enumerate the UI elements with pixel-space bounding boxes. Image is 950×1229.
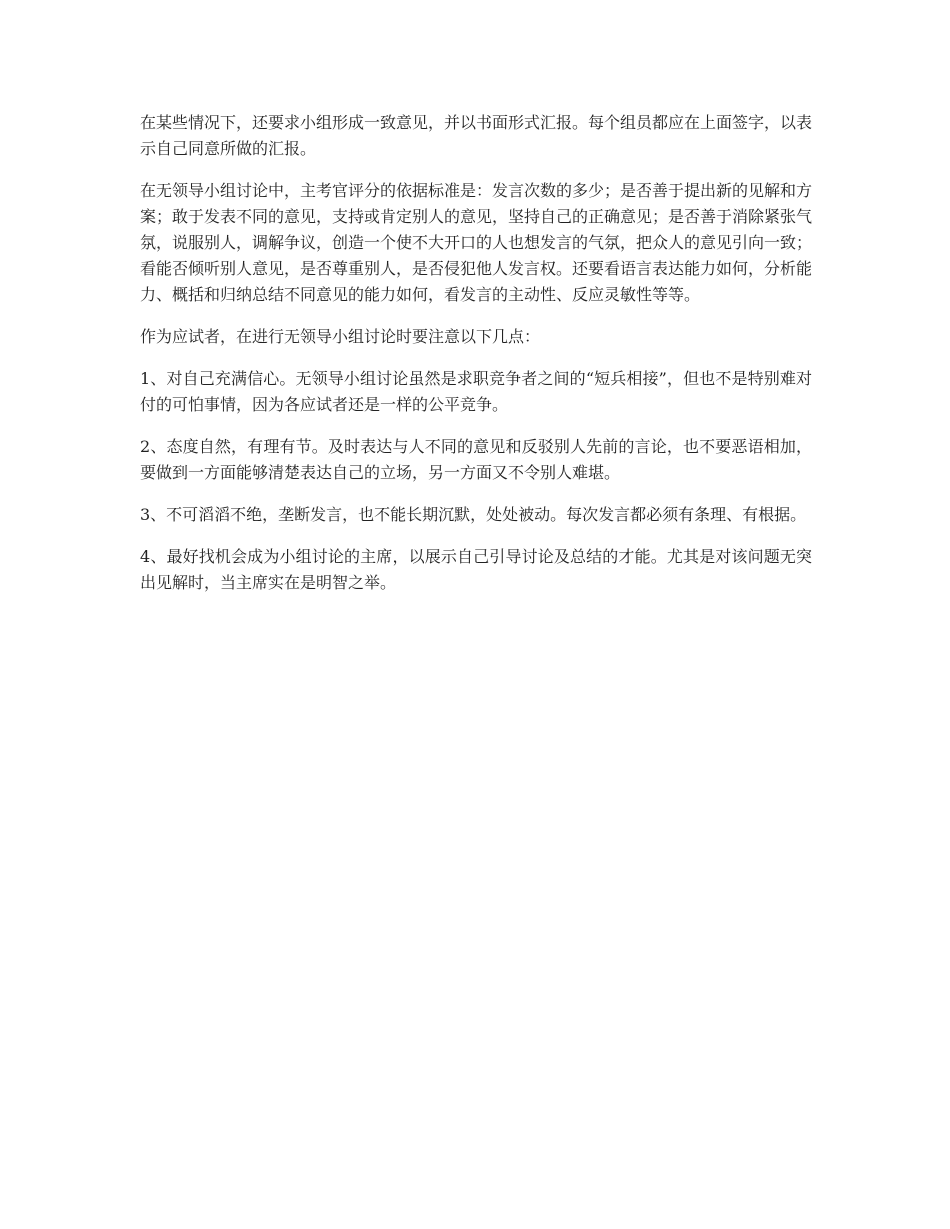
paragraph-intro-consensus: 在某些情况下，还要求小组形成一致意见，并以书面形式汇报。每个组员都应在上面签字，以表示自己同意所做的汇报。 [140,113,813,158]
list-item-speaking-balance: 3、不可滔滔不绝，垄断发言，也不能长期沉默，处处被动。每次发言都必须有条理、有根据。 [140,505,807,524]
document-page [140,110,812,612]
paragraph-candidate-notes: 作为应试者，在进行无领导小组讨论时要注意以下几点： [140,327,541,346]
paragraph-scoring-criteria: 在无领导小组讨论中，主考官评分的依据标准是：发言次数的多少；是否善于提出新的见解和方案；敢于发表不同的意见，支持或肯定别人的意见，坚持自己的正确意见；是否善于消除紧张气氛，说服别人，调解争议，创造一个使不大开口的人也想发言的气氛，把众人的意见引向一致；看能否倾听别人意见，是否尊重别人，是否侵犯他人发言权。还要看语言表达能力如何，分析能力、概括和归纳总结不同意见的能力如何，看发言的主动性、反应灵敏性等等。 [140,181,813,304]
list-item-chair-role: 4、最好找机会成为小组讨论的主席，以展示自己引导讨论及总结的才能。尤其是对该问题无突出见解时，当主席实在是明智之举。 [140,547,812,592]
list-item-confidence: 1、对自己充满信心。无领导小组讨论虽然是求职竞争者之间的“短兵相接”，但也不是特别难对付的可怕事情，因为各应试者还是一样的公平竞争。 [140,369,812,414]
list-item-attitude: 2、态度自然，有理有节。及时表达与人不同的意见和反驳别人先前的言论，也不要恶语相加，要做到一方面能够清楚表达自己的立场，另一方面又不令别人难堪。 [140,437,812,482]
